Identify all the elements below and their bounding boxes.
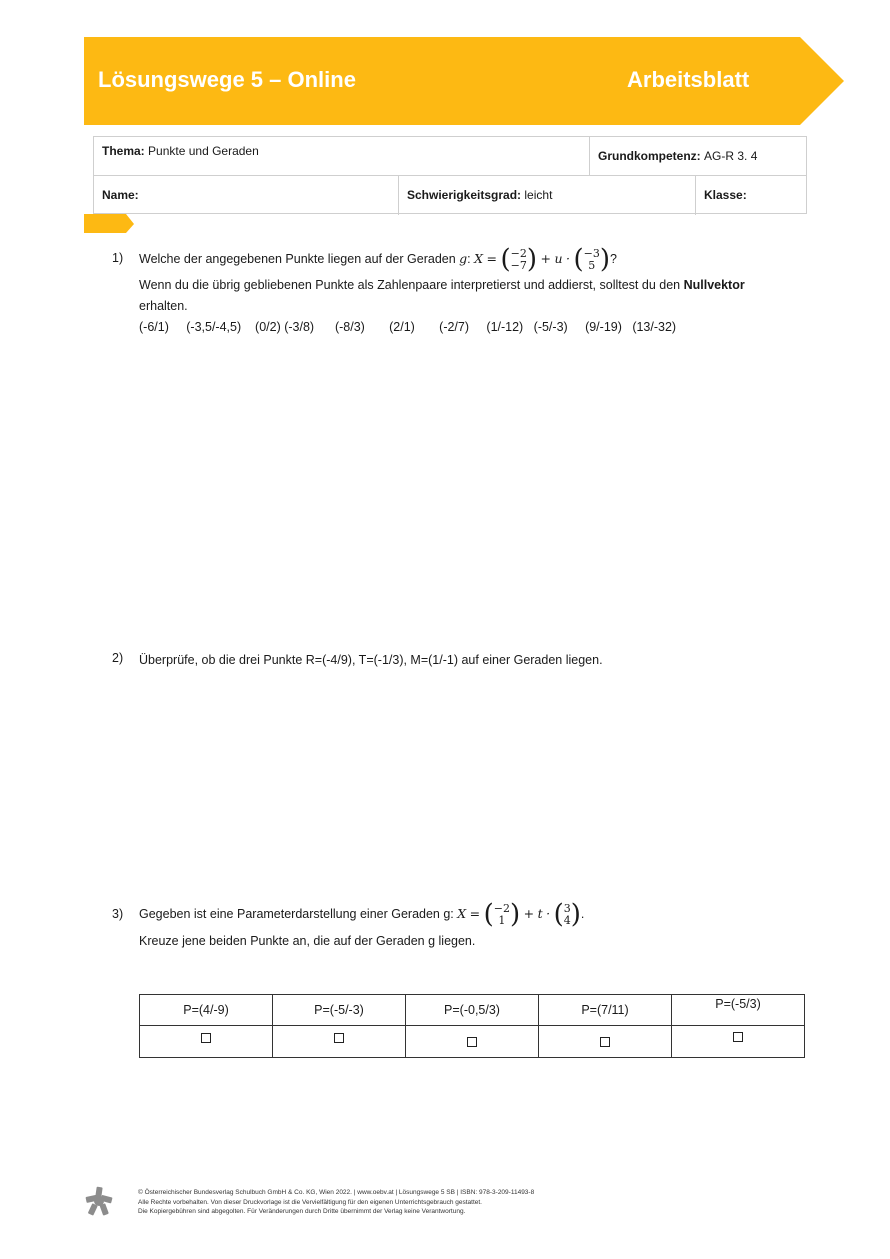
multiply-dot: · xyxy=(566,251,571,266)
right-paren: ) xyxy=(570,899,581,930)
task-3-instructions: Kreuze jene beiden Punkte an, die auf der Geraden g liegen. xyxy=(139,934,476,948)
point-item: (9/-19) xyxy=(585,320,622,334)
series-title: Lösungswege 5 – Online xyxy=(98,67,356,92)
point-item: (-3,5/-4,5) xyxy=(186,320,242,334)
header-banner xyxy=(84,37,844,125)
thema-label: Thema: xyxy=(102,144,145,158)
multiply-dot: · xyxy=(546,906,551,921)
task-3-text: Gegeben ist eine Parameterdarstellung einer Geraden g: xyxy=(139,907,454,921)
table-row xyxy=(140,1026,805,1058)
name-label: Name: xyxy=(102,188,139,202)
thema-field xyxy=(94,141,267,161)
klasse-field[interactable] xyxy=(696,175,755,215)
option-label: P=(-0,5/3) xyxy=(406,995,539,1026)
vector-position: −2 1 xyxy=(493,901,510,927)
option-label: P=(4/-9) xyxy=(140,995,273,1026)
point-variable: X xyxy=(457,906,467,921)
schwierigkeitsgrad-field xyxy=(399,175,560,215)
option-label: P=(-5/-3) xyxy=(273,995,406,1026)
point-item: (-3/8) xyxy=(284,320,315,334)
equals-sign: = xyxy=(486,251,498,266)
task-2-number: 2) xyxy=(112,651,124,665)
question-mark: ? xyxy=(610,252,617,266)
name-field[interactable] xyxy=(94,175,147,215)
option-label: P=(-5/3) xyxy=(672,995,805,1026)
checkbox[interactable] xyxy=(201,1033,211,1043)
checkbox[interactable] xyxy=(733,1032,743,1042)
plus-sign: + xyxy=(540,251,551,266)
checkbox[interactable] xyxy=(334,1033,344,1043)
doc-type-title: Arbeitsblatt xyxy=(627,67,750,92)
checkbox[interactable] xyxy=(600,1037,610,1047)
point-item: (-8/3) xyxy=(334,320,365,334)
point-item: (-2/7) xyxy=(439,320,470,334)
point-item: (1/-12) xyxy=(486,320,524,334)
parameter-symbol: t xyxy=(537,906,543,921)
task-1-instructions: Wenn du die übrig gebliebenen Punkte als Zahlenpaare interpretierst und addierst, solltest du den Nullvektor erhalten. xyxy=(139,278,745,313)
vector-direction: 3 4 xyxy=(563,901,571,927)
right-paren: ) xyxy=(510,899,521,930)
nullvektor-term: Nullvektor xyxy=(683,278,745,292)
task-2-question: Überprüfe, ob die drei Punkte R=(-4/9), T=(-1/3), M=(1/-1) auf einer Geraden liegen. xyxy=(139,653,603,667)
grundkompetenz-label: Grundkompetenz: xyxy=(598,149,701,163)
point-item: (2/1) xyxy=(389,320,415,334)
vector-position: −2 −7 xyxy=(510,246,527,272)
checkbox[interactable] xyxy=(467,1037,477,1047)
left-paren: ( xyxy=(500,244,511,275)
copyright-footer: © Österreichischer Bundesverlag Schulbuch GmbH & Co. KG, Wien 2022. | www.oebv.at | Lösungswege 5 SB | ISBN: 978-3-209-11493-8 Alle Rechte vorbehalten. Von dieser Druckvorlage ist die Vervielfältigung für den eigenen Unterrichtsgebrauch gestattet. Die Kopiergebühren sind abgegolten. Für Veränderungen durch Dritte übernimmt der Verlag keine Verantwortung. xyxy=(138,1189,535,1215)
klasse-label: Klasse: xyxy=(704,188,747,202)
left-paren: ( xyxy=(553,899,564,930)
vector-direction: −3 5 xyxy=(583,246,600,272)
grundkompetenz-value: AG-R 3. 4 xyxy=(704,149,758,163)
plus-sign: + xyxy=(523,906,535,921)
point-item: (-5/-3) xyxy=(533,320,568,334)
task-1-points-list xyxy=(139,317,799,338)
thema-value: Punkte und Geraden xyxy=(148,144,259,158)
right-paren: ) xyxy=(526,244,538,275)
left-paren: ( xyxy=(573,244,584,275)
point-variable: X xyxy=(474,251,484,266)
schwierigkeitsgrad-label: Schwierigkeitsgrad: xyxy=(407,188,522,202)
schwierigkeitsgrad-value: leicht xyxy=(524,188,553,202)
table-row xyxy=(140,995,805,1026)
parameter-symbol: u xyxy=(554,251,563,266)
task-3-number: 3) xyxy=(112,907,124,921)
publisher-logo-icon xyxy=(84,1186,114,1216)
line-name: g xyxy=(459,251,468,266)
task-1-question: Welche der angegebenen Punkte liegen auf der Geraden g: X = ( −2 −7 ) + u · ( −3 5 )? xyxy=(139,244,617,275)
left-paren: ( xyxy=(483,899,494,930)
answer-table xyxy=(139,994,805,1058)
task-3-question: Gegeben ist eine Parameterdarstellung einer Geraden g: X = ( −2 1 ) + t · ( 3 4 ). xyxy=(139,899,585,930)
point-item: (-6/1) xyxy=(139,320,169,334)
task-1-number: 1) xyxy=(112,251,124,265)
section-tab-marker xyxy=(84,214,136,234)
grundkompetenz-field xyxy=(590,145,765,167)
option-label: P=(7/11) xyxy=(539,995,672,1026)
point-item: (13/-32) xyxy=(632,320,677,334)
point-item: (0/2) xyxy=(255,320,281,334)
task-1-text: Welche der angegebenen Punkte liegen auf der Geraden xyxy=(139,252,456,266)
right-paren: ) xyxy=(599,244,611,275)
info-table xyxy=(93,136,807,214)
equals-sign: = xyxy=(469,906,481,921)
